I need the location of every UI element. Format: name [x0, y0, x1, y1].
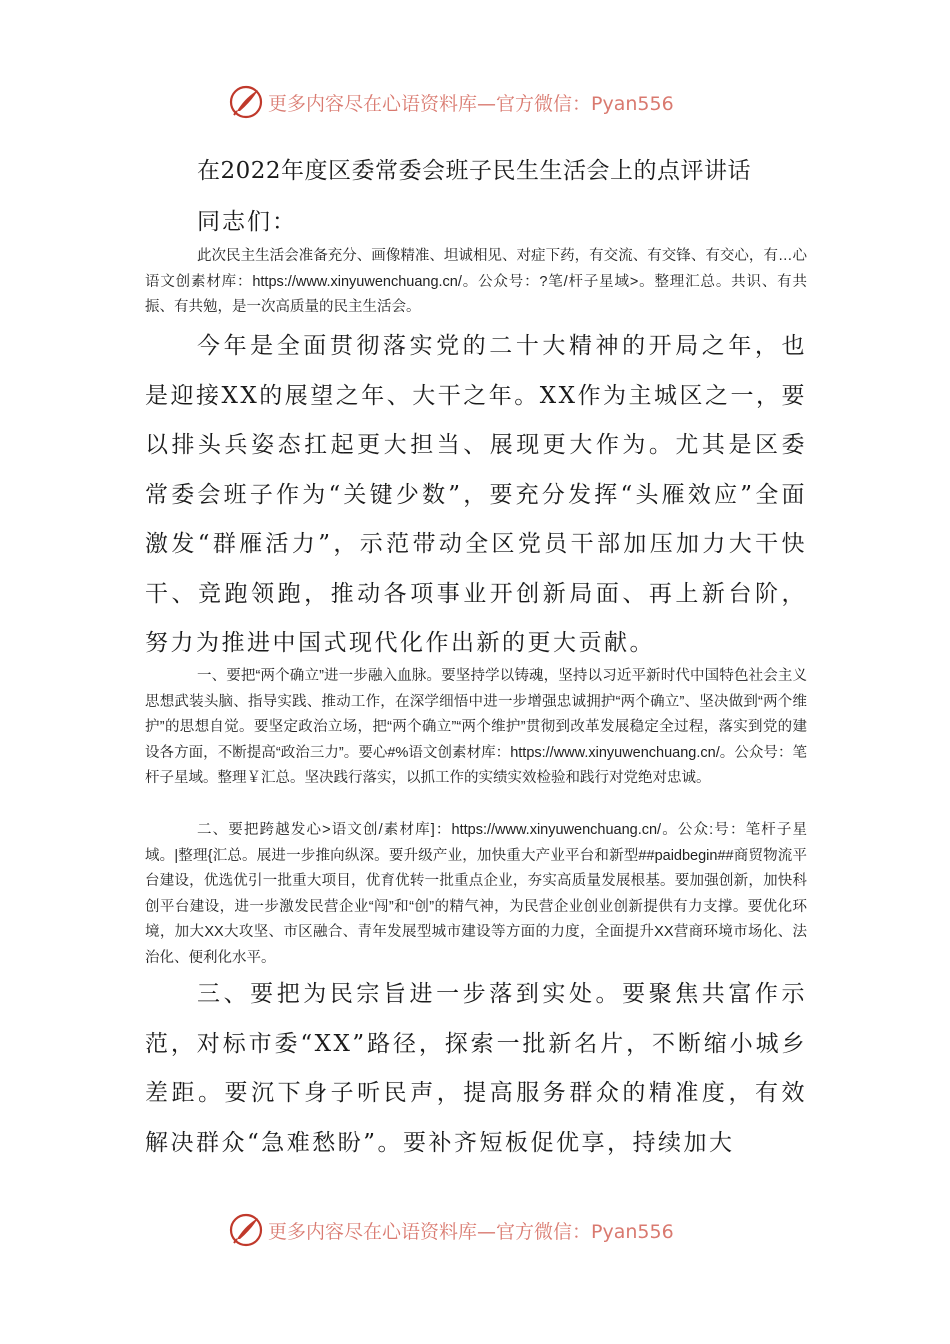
footer-banner — [228, 1210, 728, 1250]
document-title: 在2022年度区委常委会班子民生生活会上的点评讲话 — [197, 158, 752, 184]
salutation: 同志们： — [197, 209, 297, 235]
header-banner — [228, 82, 728, 122]
paragraph-point-three: 三、要把为民宗旨进一步落到实处。要聚焦共富作示范，对标市委“XX”路径，探索一批新名片，不断缩小城乡差距。要沉下身子听民声，提高服务群众的精准度，有效解决群众“急难愁盼”。要补齐短板促优享，持续加大 — [145, 981, 807, 1156]
banner-text: 更多内容尽在心语资料库—官方微信：Pyan556 — [268, 92, 674, 115]
banner-text: 更多内容尽在心语资料库—官方微信：Pyan556 — [268, 1220, 674, 1243]
quill-logo-icon — [228, 1212, 264, 1248]
quill-logo-icon — [228, 84, 264, 120]
paragraph-intro: 此次民主生活会准备充分、画像精准、坦诚相见、对症下药，有交流、有交锋、有交心，有…心语文创素材库：https://www.xinyuwenchuang.cn/。公众号：?笔/杆子星域>。整理汇总。共识、有共振、有共勉，是一次高质量的民主生活会。 — [145, 248, 807, 315]
paragraph-point-two: 二、要把跨越发心>语文创/素材库]：https://www.xinyuwenchuang.cn/。公众:号：笔杆子星域。|整理{汇总。展进一步推向纵深。要升级产业，加快重大产业平台和新型##paidbegin##商贸物流平台建设，优选优引一批重大项目，优育优转一批重点企业，夯实高质量发展根基。要加强创新，加快科创平台建设，进一步激发民营企业“闯”和“创”的精气神，为民营企业创业创新提供有力支撑。要优化环境，加大XX大攻坚、市区融合、青年发展型城市建设等方面的力度，全面提升XX营商环境市场化、法治化、便利化水平。 — [145, 822, 807, 966]
paragraph-overview: 今年是全面贯彻落实党的二十大精神的开局之年，也是迎接XX的展望之年、大干之年。XX作为主城区之一，要以排头兵姿态扛起更大担当、展现更大作为。尤其是区委常委会班子作为“关键少数”，要充分发挥“头雁效应”全面激发“群雁活力”，示范带动全区党员干部加压加力大干快干、竞跑领跑，推动各项事业开创新局面、再上新台阶，努力为推进中国式现代化作出新的更大贡献。 — [145, 333, 807, 656]
paragraph-point-one: 一、要把“两个确立”进一步融入血脉。要坚持学以铸魂，坚持以习近平新时代中国特色社会主义思想武装头脑、指导实践、推动工作，在深学细悟中进一步增强忠诚拥护“两个确立”、坚决做到“两个维护”的思想自觉。要坚定政治立场，把“两个确立”“两个维护”贯彻到改革发展稳定全过程，落实到党的建设各方面，不断提高“政治三力”。要心#%语文创素材库：https://www.xinyuwenchuang.cn/。公众号：笔杆子星域。整理￥汇总。坚决践行落实，以抓工作的实绩实效检验和践行对党绝对忠诚。 — [145, 668, 807, 786]
